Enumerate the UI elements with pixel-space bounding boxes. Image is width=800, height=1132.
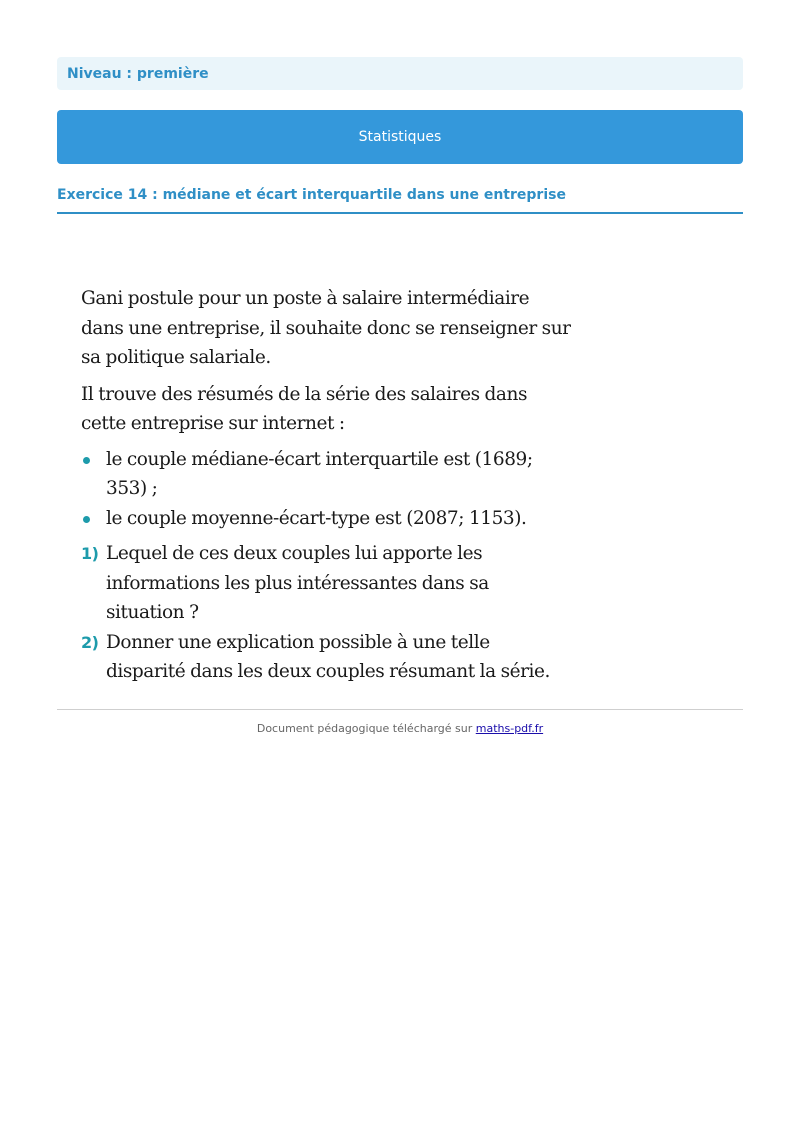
question-number: 1) [81, 544, 99, 563]
question-item [81, 628, 571, 687]
subject-label: Statistiques [358, 129, 442, 145]
level-label: Niveau : première [67, 65, 209, 82]
subject-banner [57, 110, 743, 164]
bullet-icon [83, 516, 90, 523]
question-text: Lequel de ces deux couples lui apporte les informations les plus intéressantes dans sa situation ? [106, 543, 489, 623]
footer-text: Document pédagogique téléchargé sur [256, 722, 476, 735]
bullet-icon [83, 457, 90, 464]
footer [57, 722, 743, 735]
exercise-intro: Gani postule pour un poste à salaire intermédiaire dans une entreprise, il souhaite donc se renseigner sur sa politique salariale. [81, 288, 571, 368]
exercise-context: Il trouve des résumés de la série des salaires dans cette entreprise sur internet : [81, 383, 528, 434]
exercise-title: Exercice 14 : médiane et écart interquartile dans une entreprise [57, 186, 743, 214]
list-item [81, 504, 571, 534]
list-item-text: le couple moyenne-écart-type est (2087; 1153). [106, 507, 527, 529]
list-item-text: le couple médiane-écart interquartile est (1689; 353) ; [106, 448, 533, 499]
footer-link[interactable]: maths-pdf.fr [475, 722, 544, 735]
level-banner [57, 57, 743, 90]
summary-list [81, 445, 571, 534]
list-item [81, 445, 571, 504]
footer-divider [57, 709, 743, 710]
question-item [81, 539, 571, 628]
question-number: 2) [81, 632, 99, 652]
exercise-statement [81, 284, 571, 687]
question-list [81, 539, 571, 687]
question-text: Donner une explication possible à une telle disparité dans les deux couples résumant la série. [106, 631, 550, 682]
